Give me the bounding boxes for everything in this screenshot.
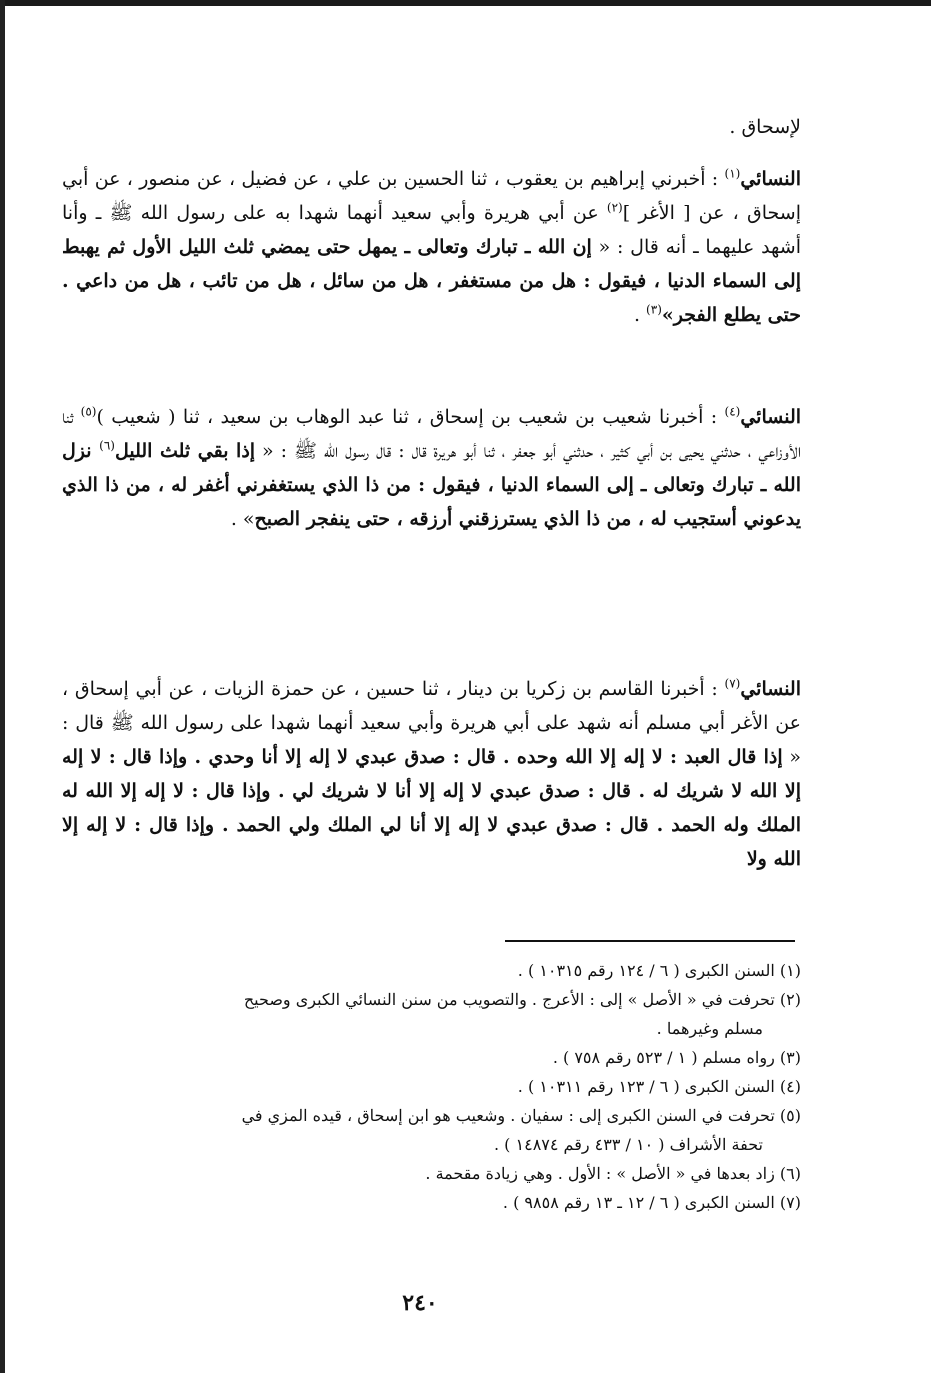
footnote-5	[62, 1101, 801, 1130]
footnote-2	[62, 985, 801, 1014]
footnote-ref: (٢)	[606, 200, 623, 215]
footnote-ref: (٣)	[646, 302, 662, 317]
opening-line: لإسحاق .	[729, 116, 801, 138]
paragraph-2	[62, 400, 801, 536]
scan-edge-top	[0, 0, 931, 6]
paragraph-1	[62, 162, 801, 332]
footnote-number: (١)	[779, 961, 801, 980]
footnote-number: (٣)	[779, 1048, 801, 1067]
footnote-6	[62, 1159, 801, 1188]
paragraph-3	[62, 672, 801, 876]
footnote-ref: (٧)	[724, 676, 741, 691]
footnote-5-continuation: تحفة الأشراف ( ١٠ / ٤٣٣ رقم ١٤٨٧٤ ) .	[494, 1135, 763, 1154]
page-number: ٢٤٠	[402, 1290, 438, 1316]
scan-edge-left	[0, 0, 5, 1373]
source-name: النسائي	[740, 678, 801, 700]
hadith-text: نزل الله ـ تبارك وتعالى ـ إلى السماء الدنيا ، فيقول : من ذا الذي يستغفرني أغفر له ، من ذا الذي يدعوني أستجيب له ، من ذا الذي يسترزقني أرزقه ، حتى ينفجر الصبح	[62, 440, 801, 530]
footnote-ref: (٤)	[724, 404, 741, 419]
tail-text: » .	[230, 508, 255, 530]
chain-text: : أخبرنا القاسم بن زكريا بن دينار ، ثنا حسين ، عن حمزة الزيات ، عن أبي إسحاق ، عن الأغر أبي مسلم أنه شهد على أبي هريرة وأبي سعيد أنهما شهدا على رسول الله ﷺ قال : «	[62, 678, 801, 768]
footnote-number: (٤)	[779, 1077, 801, 1096]
footnote-number: (٦)	[779, 1164, 801, 1183]
footnote-7	[62, 1188, 801, 1217]
hadith-close: »	[661, 304, 674, 326]
chain-text-end: ثنا الأوزاعي ، حدثني يحيى بن أبي كثير ، حدثني أبو جعفر ، ثنا أبو هريرة قال : قال رسول الله ﷺ : «	[62, 406, 801, 462]
footnote-number: (٧)	[779, 1193, 801, 1212]
source-name: النسائي	[740, 168, 801, 190]
footnote-ref: (٦)	[99, 438, 115, 453]
source-name: النسائي	[740, 406, 802, 428]
tail-text: .	[633, 304, 647, 326]
footnote-number: (٥)	[779, 1106, 801, 1125]
opening-line-block	[62, 110, 801, 144]
chain-text-end: عن أبي هريرة وأبي سعيد أنهما شهدا به على رسول الله ﷺ ـ وأنا أشهد عليهما ـ أنه قال : «	[62, 202, 802, 258]
footnote-number: (٢)	[779, 990, 801, 1009]
hadith-text: إذا قال العبد : لا إله إلا الله وحده . قال : صدق عبدي لا إله إلا أنا وحدي . وإذا قال : لا إله إلا الله لا شريك له . قال : صدق عبدي لا إله إلا أنا لا شريك لي . وإذا قال : لا إله إلا الله له الملك وله الحمد . قال : صدق عبدي لا إله إلا أنا لي الملك ولي الحمد . وإذا قال : لا إله إلا الله ولا	[62, 746, 801, 870]
chain-text: : أخبرنا شعيب بن شعيب بن إسحاق ، ثنا عبد الوهاب بن سعيد ، ثنا ( شعيب )	[96, 406, 725, 428]
footnote-divider	[505, 940, 795, 942]
hadith-text-start: إذا بقي ثلث الليل	[114, 440, 256, 462]
footnote-text: تحرفت في « الأصل » إلى : الأعرج . والتصويب من سنن النسائي الكبرى وصحيح	[243, 990, 775, 1009]
footnote-ref: (١)	[724, 166, 741, 181]
footnote-4	[62, 1072, 801, 1101]
chain-text: : أخبرني إبراهيم بن يعقوب ، ثنا الحسين بن علي ، عن فضيل ، عن منصور ، عن أبي إسحاق ، عن [ الأغر ]	[62, 168, 802, 224]
footnote-text: زاد بعدها في « الأصل » : الأول . وهي زيادة مقحمة .	[425, 1164, 775, 1183]
footnote-text: السنن الكبرى ( ٦ / ١٢٤ رقم ١٠٣١٥ ) .	[517, 961, 775, 980]
footnotes	[62, 956, 801, 1217]
footnote-ref: (٥)	[80, 404, 97, 419]
footnote-text: السنن الكبرى ( ٦ / ١٢ ـ ١٣ رقم ٩٨٥٨ ) .	[502, 1193, 775, 1212]
footnote-text: السنن الكبرى ( ٦ / ١٢٣ رقم ١٠٣١١ ) .	[517, 1077, 775, 1096]
footnote-text: رواه مسلم ( ١ / ٥٢٣ رقم ٧٥٨ ) .	[552, 1048, 775, 1067]
footnote-text: تحرفت في السنن الكبرى إلى : سفيان . وشعيب هو ابن إسحاق ، قيده المزي في	[241, 1106, 775, 1125]
hadith-text: إن الله ـ تبارك وتعالى ـ يمهل حتى يمضي ثلث الليل الأول ثم يهبط إلى السماء الدنيا ، فيقول : هل من مستغفر ، هل من سائل ، هل من تائب ، هل من داعي . حتى يطلع الفجر	[62, 236, 801, 326]
footnote-3	[62, 1043, 801, 1072]
footnote-1	[62, 956, 801, 985]
footnote-2-continuation: مسلم وغيرهما .	[656, 1019, 763, 1038]
